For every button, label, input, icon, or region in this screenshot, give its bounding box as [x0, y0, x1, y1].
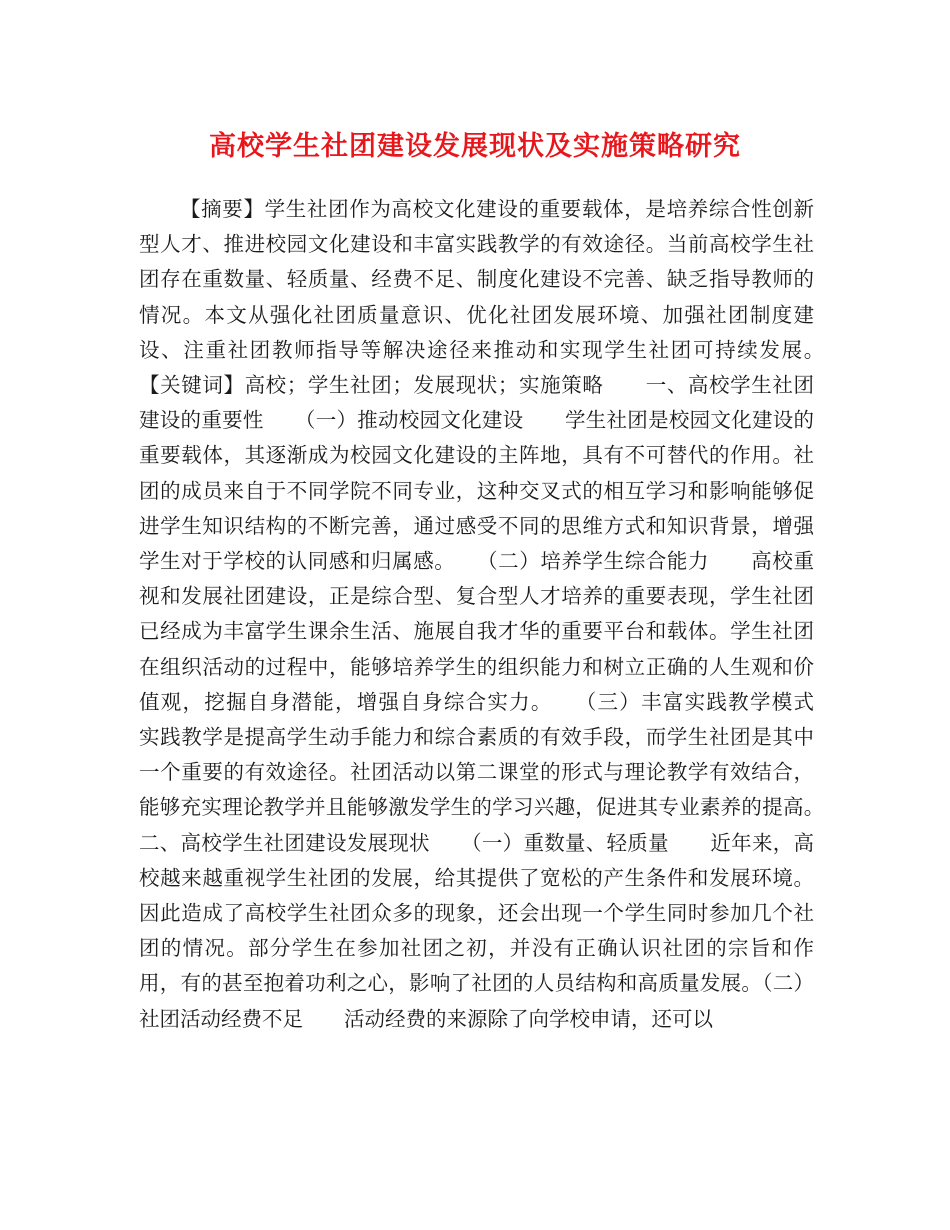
document-body: 【摘要】学生社团作为高校文化建设的重要载体，是培养综合性创新型人才、推进校园文化建设和丰富实践教学的有效途径。当前高校学生社团存在重数量、轻质量、经费不足、制度化建设不完善、缺乏指导教师的情况。本文从强化社团质量意识、优化社团发展环境、加强社团制度建设、注重社团教师指导等解决途径来推动和实现学生社团可持续发展。 【关键词】高校；学生社团；发展现状；实施策略 一、高校学生社团建设的重要性 （一）推动校园文化建设 学生社团是校园文化建设的重要载体，其逐渐成为校园文化建设的主阵地，具有不可替代的作用。社团的成员来自于不同学院不同专业，这种交叉式的相互学习和影响能够促进学生知识结构的不断完善，通过感受不同的思维方式和知识背景，增强学生对于学校的认同感和归属感。 （二）培养学生综合能力 高校重视和发展社团建设，正是综合型、复合型人才培养的重要表现，学生社团已经成为丰富学生课余生活、施展自我才华的重要平台和载体。学生社团在组织活动的过程中，能够培养学生的组织能力和树立正确的人生观和价值观，挖掘自身潜能，增强自身综合实力。 （三）丰富实践教学模式 实践教学是提高学生动手能力和综合素质的有效手段，而学生社团是其中一个重要的有效途径。社团活动以第二课堂的形式与理论教学有效结合，能够充实理论教学并且能够激发学生的学习兴趣，促进其专业素养的提高。 二、高校学生社团建设发展现状 （一）重数量、轻质量 近年来，高校越来越重视学生社团的发展，给其提供了宽松的产生条件和发展环境。因此造成了高校学生社团众多的现象，还会出现一个学生同时参加几个社团的情况。部分学生在参加社团之初，并没有正确认识社团的宗旨和作用，有的甚至抱着功利之心，影响了社团的人员结构和高质量发展。（二）社团活动经费不足 活动经费的来源除了向学校申请，还可以	[139, 197, 855, 1031]
document-title: 高校学生社团建设发展现状及实施策略研究	[209, 131, 741, 162]
